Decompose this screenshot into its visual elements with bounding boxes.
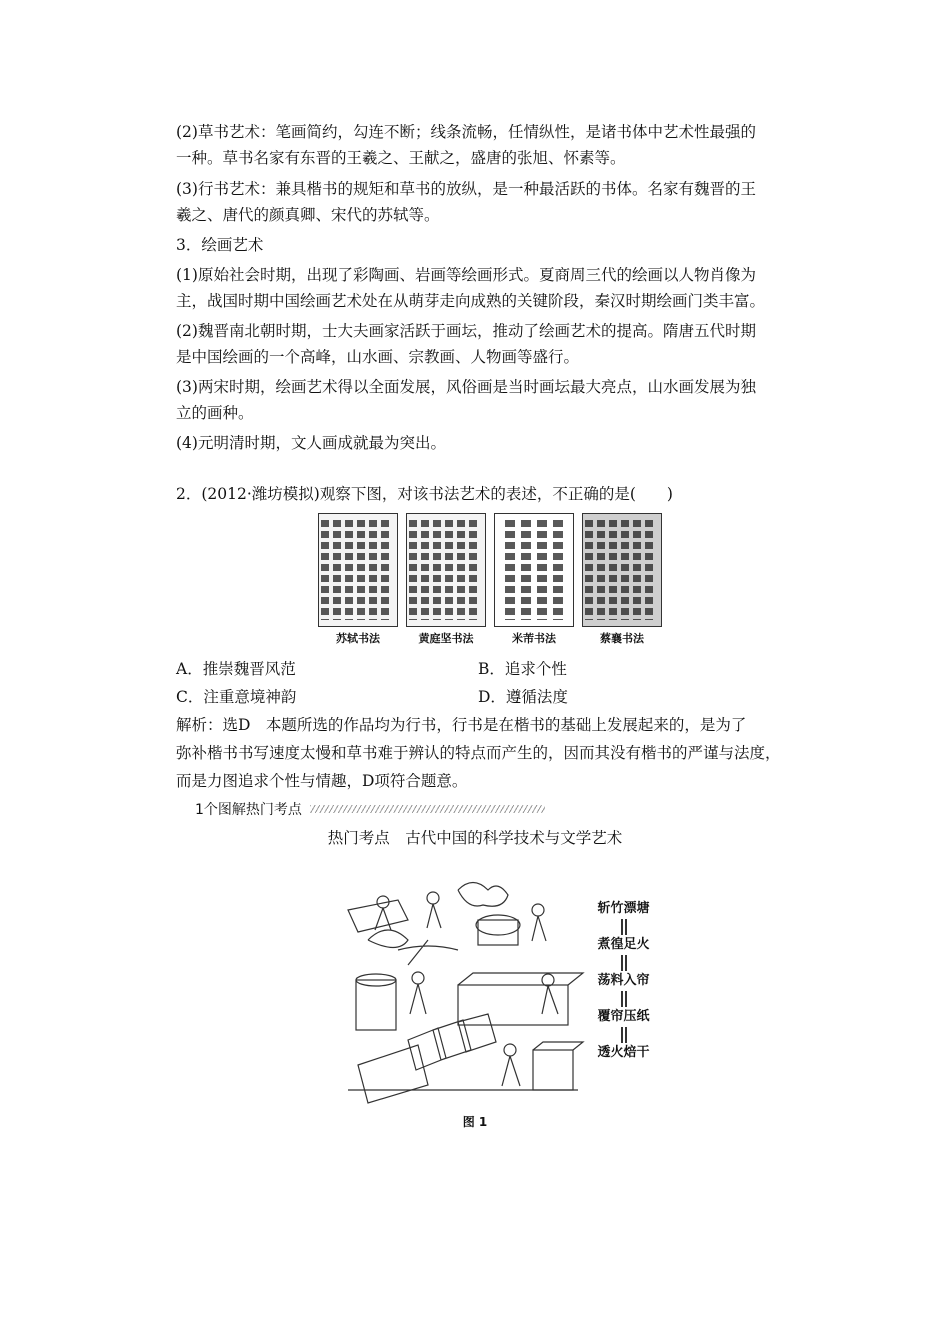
paragraph-line: (3)两宋时期，绘画艺术得以全面发展，风俗画是当时画坛最大亮点，山水画发展为独 — [176, 378, 756, 396]
paragraph-line: 一种。草书名家有东晋的王羲之、王献之，盛唐的张旭、怀素等。 — [176, 149, 626, 167]
calligraphy-image — [494, 513, 574, 627]
step-label: 透火焙干 — [597, 1045, 650, 1060]
analysis-line: 解析：选D 本题所选的作品均为行书，行书是在楷书的基础上发展起来的，是为了 — [176, 716, 747, 734]
calligraphy-image — [318, 513, 398, 627]
calligraphy-caixiang — [582, 513, 662, 646]
paragraph-line: 主，战国时期中国绘画艺术处在从萌芽走向成熟的关键阶段，秦汉时期绘画门类丰富。 — [176, 292, 766, 310]
step-label: 荡料入帘 — [597, 973, 650, 988]
step-connector — [586, 1027, 661, 1043]
analysis-line: 弥补楷书书写速度太慢和草书难于辨认的特点而产生的，因而其没有楷书的严谨与法度， — [176, 744, 781, 762]
step-label: 斩竹漂塘 — [597, 901, 650, 916]
paragraph-line: (2)魏晋南北朝时期，士大夫画家活跃于画坛，推动了绘画艺术的提高。隋唐五代时期 — [176, 322, 756, 340]
calligraphy-image — [406, 513, 486, 627]
paragraph-line: (1)原始社会时期，出现了彩陶画、岩画等绘画形式。夏商周三代的绘画以人物肖像为 — [176, 266, 756, 284]
analysis-line: 而是力图追求个性与情趣，D项符合题意。 — [176, 772, 468, 790]
papermaking-steps — [586, 899, 661, 1063]
step-label: 覆帘压纸 — [597, 1009, 650, 1024]
calligraphy-sushi — [318, 513, 398, 646]
calligraphy-caption: 黄庭坚书法 — [418, 632, 474, 645]
paragraph-line: 是中国绘画的一个高峰，山水画、宗教画、人物画等盛行。 — [176, 348, 580, 366]
paragraph-line: (2)草书艺术：笔画简约，勾连不断；线条流畅，任情纵性，是诸书体中艺术性最强的 — [176, 123, 756, 141]
hot-topic-title: 热门考点 古代中国的科学技术与文学艺术 — [327, 829, 623, 847]
option-c: C．注重意境神韵 — [176, 688, 297, 706]
hot-topic-label: 1个图解热门考点 — [195, 802, 302, 818]
papermaking-illustration — [338, 880, 600, 1112]
section-heading: 3．绘画艺术 — [176, 236, 264, 254]
step-connector — [586, 955, 661, 971]
calligraphy-image — [582, 513, 662, 627]
paragraph-line: (3)行书艺术：兼具楷书的规矩和草书的放纵，是一种最活跃的书体。名家有魏晋的王 — [176, 180, 756, 198]
question-stem: 2．(2012·潍坊模拟)观察下图，对该书法艺术的表述，不正确的是( ) — [176, 485, 673, 503]
calligraphy-huangtingjian — [406, 513, 486, 646]
paragraph-line: 立的画种。 — [176, 404, 254, 422]
step-label: 煮徨足火 — [597, 937, 650, 952]
paragraph-line: (4)元明清时期，文人画成就最为突出。 — [176, 434, 446, 452]
step-connector — [586, 991, 661, 1007]
calligraphy-caption: 苏轼书法 — [336, 632, 380, 645]
calligraphy-figure — [318, 513, 662, 646]
calligraphy-caption: 米芾书法 — [512, 632, 556, 645]
hatch-divider — [310, 805, 545, 813]
option-d: D．遵循法度 — [478, 688, 568, 706]
calligraphy-caption: 蔡襄书法 — [600, 632, 644, 645]
option-b: B．追求个性 — [478, 660, 567, 678]
step-connector — [586, 919, 661, 935]
paragraph-line: 羲之、唐代的颜真卿、宋代的苏轼等。 — [176, 206, 440, 224]
option-a: A．推崇魏晋风范 — [176, 660, 296, 678]
figure-caption: 图 1 — [462, 1115, 488, 1129]
calligraphy-mifu — [494, 513, 574, 646]
